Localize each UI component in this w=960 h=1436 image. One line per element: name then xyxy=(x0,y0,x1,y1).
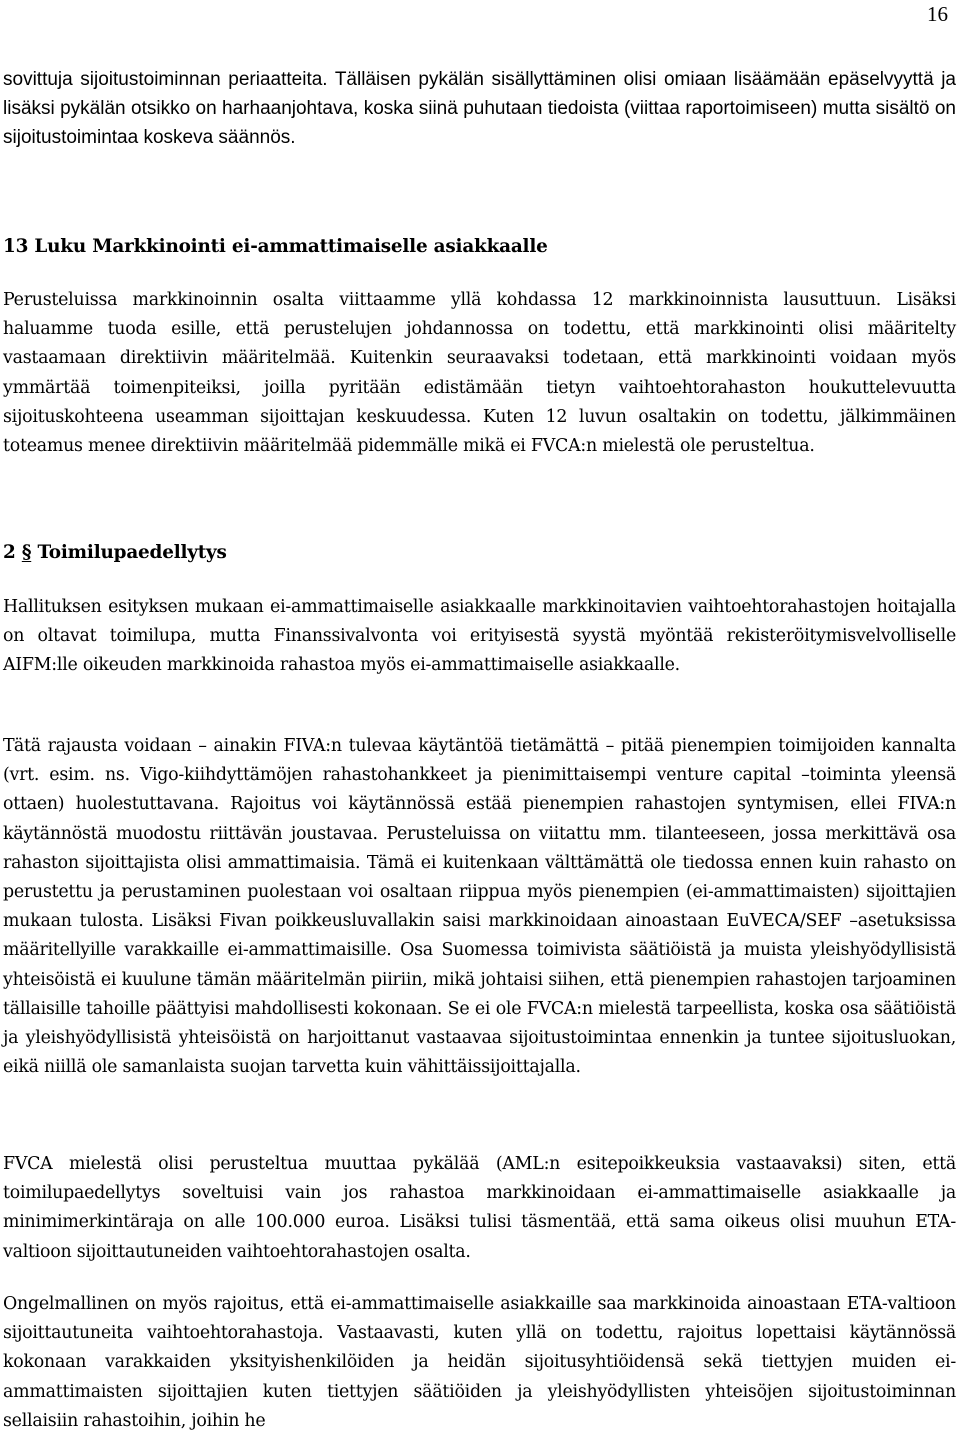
section-2-paragraph-4: Ongelmallinen on myös rajoitus, että ei-ammattimaiselle asiakkaille saa markkinoida ainoastaan ETA-valtioon sijoittautuneita vaihtoehtorahastoja. Vastaavasti, kuten yllä on todettu, rajoitus lopettaisi käytännössä kokonaan varakkaiden yksityishenkilöiden ja heidän sijoitusyhtiöidensä sekä tiettyjen muiden ei-ammattimaisten sijoittajien kuten tiettyjen säätiöiden ja yleishyödyllisten yhteisöjen sijoitustoiminnan sellaisiin rahastoihin, joihin he xyxy=(3,1294,956,1431)
section-13-heading: 13 Luku Markkinointi ei-ammattimaiselle asiakkaalle xyxy=(3,236,548,257)
section-2-paragraph-3: FVCA mielestä olisi perusteltua muuttaa pykälää (AML:n esitepoikkeuksia vastaavaksi) siten, että toimilupaedellytys soveltuisi vain jos rahastoa markkinoidaan ei-ammattimaiselle asiakkaalle ja minimimerkintäraja on alle 100.000 euroa. Lisäksi tulisi täsmentää, että sama oikeus olisi muuhun ETA-valtioon sijoittautuneiden vaihtoehtorahastojen osalta. xyxy=(3,1154,956,1262)
page-number: 16 xyxy=(927,2,948,26)
section-2-title: Toimilupaedellytys xyxy=(37,542,227,563)
section-2-paragraph-2: Tätä rajausta voidaan – ainakin FIVA:n tulevaa käytäntöä tietämättä – pitää pienempien toimijoiden kannalta (vrt. esim. ns. Vigo-kiihdyttämöjen rahastohankkeet ja pienimittaisempi venture capital –toiminta yleensä ottaen) huolestuttavana. Rajoitus voi käytännössä estää pienempien rahastojen syntymisen, ellei FIVA:n käytännöstä muodostu riittävän joustavaa. Perusteluissa on viitattu mm. tilanteeseen, jossa merkittävä osa rahaston sijoittajista olisi ammattimaisia. Tämä ei kuitenkaan välttämättä ole tiedossa ennen kuin rahasto on perustettu ja perustaminen puolestaan voi osaltaan riippua myös pienempien (ei-ammattimaisten) sijoittajien mukaan tulosta. Lisäksi Fivan poikkeusluvallakin saisi markkinoidaan ainoastaan EuVECA/SEF –asetuksissa määritellyille varakkaille ei-ammattimaisille. Osa Suomessa toimivista säätiöistä ja muista yleishyödyllisistä yhteisöistä ei kuulune tämän määritelmän piiriin, mikä johtaisi siihen, että pienempien rahastojen tarjoaminen tällaisille tahoille päättyisi mahdollisesti kokonaan. Se ei ole FVCA:n mielestä tarpeellista, koska osa säätiöistä ja yleishyödyllisistä yhteisöistä on harjoittanut vastaavaa sijoitustoimintaa ennenkin ja tuntee sijoitusluokan, eikä niillä ole samanlaista suojan tarvetta kuin vähittäissijoittajalla. xyxy=(3,736,956,1078)
section-2-heading xyxy=(3,538,956,567)
section-13-paragraph: Perusteluissa markkinoinnin osalta viittaamme yllä kohdassa 12 markkinoinnista lausuttuun. Lisäksi haluamme tuoda esille, että perustelujen johdannossa on todettu, että markkinointi olisi määritelty vastaamaan direktiivin määritelmää. Kuitenkin seuraavaksi todetaan, että markkinointi voidaan myös ymmärtää toimenpiteiksi, joilla pyritään edistämään tietyn vaihtoehtorahaston houkuttelevuutta sijoituskohteena useamman sijoittajan keskuudessa. Kuten 12 luvun osaltakin on todettu, jälkimmäinen toteamus menee direktiivin määritelmää pidemmälle mikä ei FVCA:n mielestä ole perusteltua. xyxy=(3,290,956,457)
document-page xyxy=(3,0,956,1432)
section-symbol: § xyxy=(21,542,32,563)
section-2-paragraph-1: Hallituksen esityksen mukaan ei-ammattimaiselle asiakkaalle markkinoitavien vaihtoehtorahastojen hoitajalla on oltavat toimilupa, mutta Finanssivalvonta voi erityisestä syystä myöntää rekisteröitymisvelvolliselle AIFM:lle oikeuden markkinoida rahastoa myös ei-ammattimaiselle asiakkaalle. xyxy=(3,597,956,676)
section-2-number: 2 xyxy=(3,542,16,563)
intro-paragraph: sovittuja sijoitustoiminnan periaatteita. Tälläisen pykälän sisällyttäminen olisi omiaan lisäämään epäselvyyttä ja lisäksi pykälän otsikko on harhaanjohtava, koska siinä puhutaan tiedoista (viittaa raportoimiseen) mutta sisältö on sijoitustoimintaa koskeva säännös. xyxy=(3,69,956,148)
